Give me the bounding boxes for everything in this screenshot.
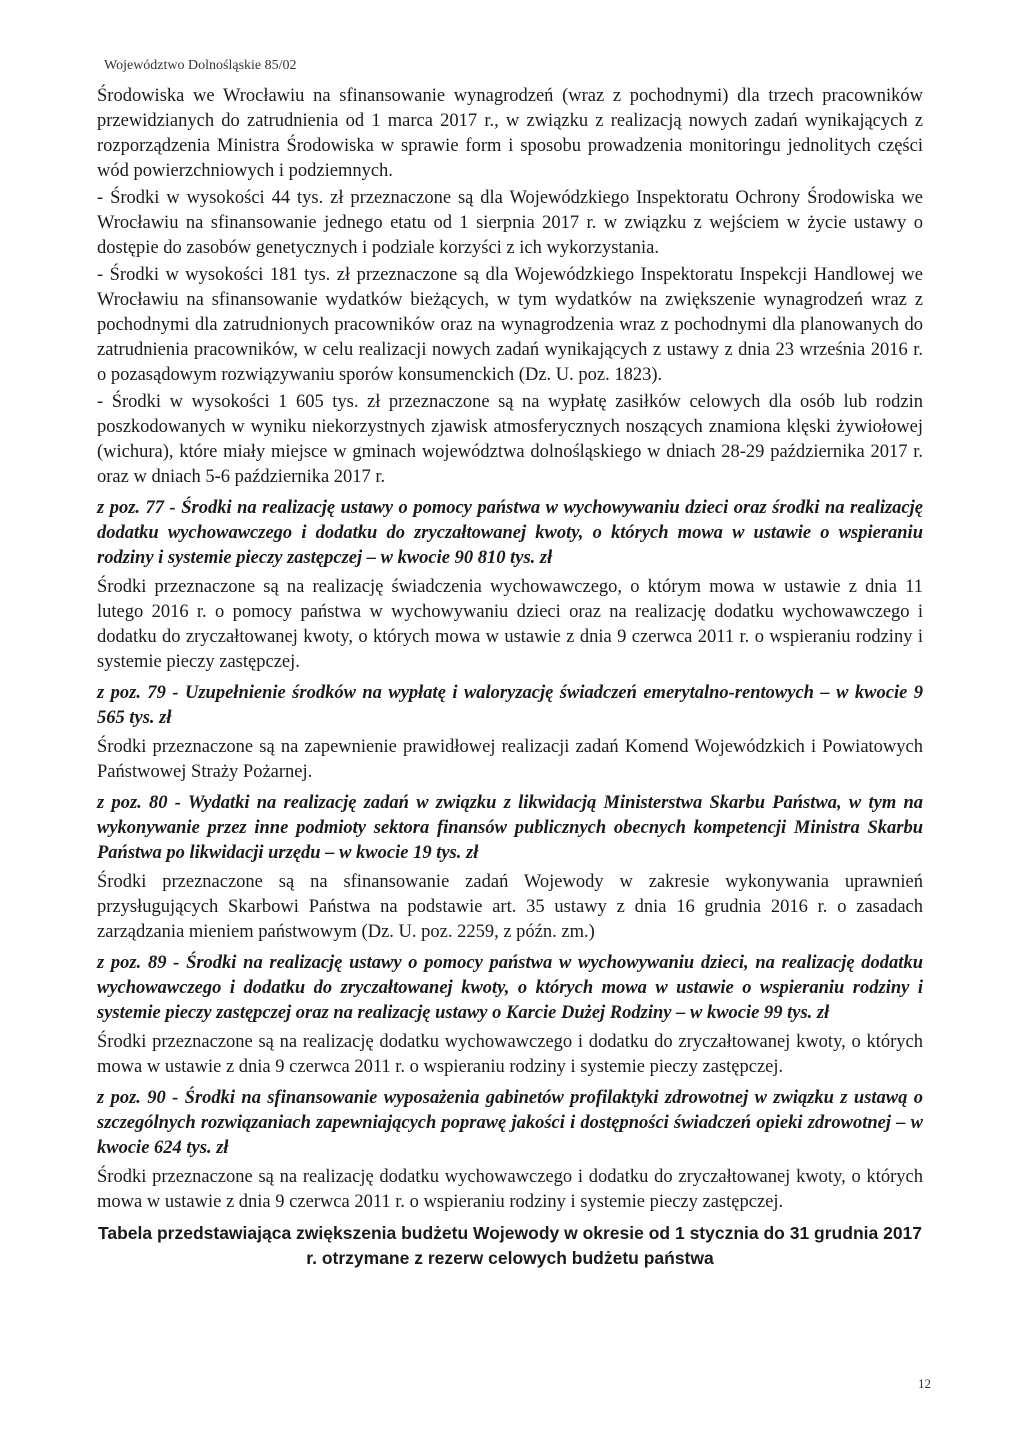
page-header: Województwo Dolnośląskie 85/02 [104,58,297,73]
section-heading-poz-90: z poz. 90 - Środki na sfinansowanie wyposażenia gabinetów profilaktyki zdrowotnej w związku z ustawą o szczególnych rozwiązaniach zapewniających poprawę jakości i dostępności świadczeń opieki zdrowotnej – w kwocie 624 tys. zł [97,1088,923,1158]
paragraph-continuation: Środowiska we Wrocławiu na sfinansowanie wynagrodzeń (wraz z pochodnymi) dla trzech pracowników przewidzianych do zatrudnienia od 1 marca 2017 r., w związku z realizacją nowych zadań wynikających z rozporządzenia Ministra Środowiska w sprawie form i sposobu prowadzenia monitoringu jednolitych części wód powierzchniowych i podziemnych. [97,86,923,181]
section-heading-poz-80: z poz. 80 - Wydatki na realizację zadań w związku z likwidacją Ministerstwa Skarbu Państwa, w tym na wykonywanie przez inne podmioty sektora finansów publicznych obecnych kompetencji Ministra Skarbu Państwa po likwidacji urzędu – w kwocie 19 tys. zł [97,793,923,863]
section-body-poz-90: Środki przeznaczone są na realizację dodatku wychowawczego i dodatku do zryczałtowanej kwoty, o których mowa w ustawie z dnia 9 czerwca 2011 r. o wspieraniu rodziny i systemie pieczy zastępczej. [97,1167,923,1212]
document-body [97,84,923,1271]
section-body-poz-77: Środki przeznaczone są na realizację świadczenia wychowawczego, o którym mowa w ustawie z dnia 11 lutego 2016 r. o pomocy państwa w wychowywaniu dzieci oraz na realizację dodatku wychowawczego i dodatku do zryczałtowanej kwoty, o których mowa w ustawie z dnia 9 czerwca 2011 r. o wspieraniu rodziny i systemie pieczy zastępczej. [97,577,923,672]
paragraph-bullet-2: - Środki w wysokości 181 tys. zł przeznaczone są dla Wojewódzkiego Inspektoratu Inspekcji Handlowej we Wrocławiu na sfinansowanie wydatków bieżących, w tym wydatków na zwiększenie wynagrodzeń wraz z pochodnymi dla zatrudnionych pracowników oraz na wynagrodzenia wraz z pochodnymi dla planowanych do zatrudnienia pracowników, w celu realizacji nowych zadań wynikających z ustawy z dnia 23 września 2016 r. o pozasądowym rozwiązywaniu sporów konsumenckich (Dz. U. poz. 1823). [97,265,923,385]
section-body-poz-80: Środki przeznaczone są na sfinansowanie zadań Wojewody w zakresie wykonywania uprawnień przysługujących Skarbowi Państwa na podstawie art. 35 ustawy z dnia 16 grudnia 2016 r. o zasadach zarządzania mieniem państwowym (Dz. U. poz. 2259, z późn. zm.) [97,872,923,942]
table-title: Tabela przedstawiająca zwiększenia budżetu Wojewody w okresie od 1 stycznia do 31 grudnia 2017 r. otrzymane z rezerw celowych budżetu państwa [97,1223,923,1268]
section-heading-poz-77: z poz. 77 - Środki na realizację ustawy o pomocy państwa w wychowywaniu dzieci oraz środki na realizację dodatku wychowawczego i dodatku do zryczałtowanej kwoty, o których mowa w ustawie o wspieraniu rodziny i systemie pieczy zastępczej – w kwocie 90 810 tys. zł [97,498,923,568]
section-heading-poz-89: z poz. 89 - Środki na realizację ustawy o pomocy państwa w wychowywaniu dzieci, na realizację dodatku wychowawczego i dodatku do zryczałtowanej kwoty, o których mowa w ustawie o wspieraniu rodziny i systemie pieczy zastępczej oraz na realizację ustawy o Karcie Dużej Rodziny – w kwocie 99 tys. zł [97,953,923,1023]
section-heading-poz-79: z poz. 79 - Uzupełnienie środków na wypłatę i waloryzację świadczeń emerytalno-rentowych – w kwocie 9 565 tys. zł [97,683,923,728]
section-body-poz-89: Środki przeznaczone są na realizację dodatku wychowawczego i dodatku do zryczałtowanej kwoty, o których mowa w ustawie z dnia 9 czerwca 2011 r. o wspieraniu rodziny i systemie pieczy zastępczej. [97,1032,923,1077]
page-number: 12 [918,1376,931,1391]
paragraph-bullet-1: - Środki w wysokości 44 tys. zł przeznaczone są dla Wojewódzkiego Inspektoratu Ochrony Środowiska we Wrocławiu na sfinansowanie jednego etatu od 1 sierpnia 2017 r. w związku z wejściem w życie ustawy o dostępie do zasobów genetycznych i podziale korzyści z ich wykorzystania. [97,188,923,258]
section-body-poz-79: Środki przeznaczone są na zapewnienie prawidłowej realizacji zadań Komend Wojewódzkich i Powiatowych Państwowej Straży Pożarnej. [97,737,923,782]
paragraph-bullet-3: - Środki w wysokości 1 605 tys. zł przeznaczone są na wypłatę zasiłków celowych dla osób lub rodzin poszkodowanych w wyniku niekorzystnych zjawisk atmosferycznych noszących znamiona klęski żywiołowej (wichura), które miały miejsce w gminach województwa dolnośląskiego w dniach 28-29 października 2017 r. oraz w dniach 5-6 października 2017 r. [97,392,923,487]
